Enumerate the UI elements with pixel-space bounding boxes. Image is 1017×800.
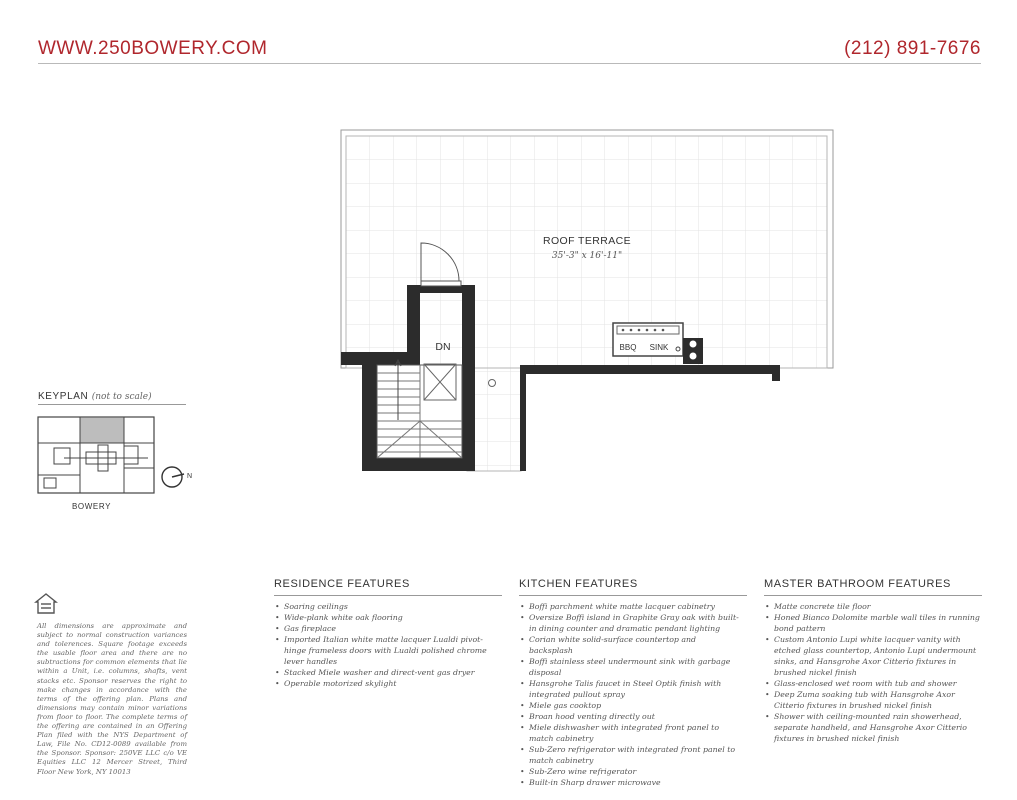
- feature-item: • Custom Antonio Lupi white lacquer vanity with etched glass countertop, Antonio Lupi undermount sinks, and Hansgrohe Axor Citterio fixtures in brushed nickel finish: [764, 634, 982, 678]
- compass-icon: [162, 467, 184, 487]
- keyplan-note: (not to scale): [91, 392, 152, 402]
- room-name: ROOF TERRACE: [542, 235, 632, 247]
- wall-east-end: [772, 365, 780, 381]
- sink-label: SINK: [649, 343, 669, 352]
- wall-bottom: [362, 458, 475, 471]
- residence-features-divider: [274, 595, 502, 596]
- keyplan-divider: [38, 404, 186, 405]
- keyplan-highlight: [80, 417, 124, 443]
- feature-item: • Matte concrete tile floor: [764, 601, 982, 612]
- residence-features-list: [274, 601, 504, 689]
- feature-item: • Deep Zuma soaking tub with Hansgrohe Axor Citterio fixtures in brushed nickel finish: [764, 689, 982, 711]
- stair-landing-tiles: [467, 368, 521, 471]
- feature-item: • Oversize Boffi island in Graphite Gray oak with built-in dining counter and dramatic pendant lighting: [519, 612, 741, 634]
- column-pipe-bottom: [690, 353, 697, 360]
- website-url: WWW.250BOWERY.COM: [38, 38, 268, 59]
- door-frame: [421, 281, 461, 286]
- legal-disclaimer: All dimensions are approximate and subject to normal construction variances and tolerences. Square footage exceeds the usable floor area and there are no subtractions for common elements that lie within a Unit, i.e. columns, shafts, vent stacks etc. Sponsor reserves the right to make changes in accordance with the terms of the offering plan. Plans and dimensions may contain minor variations from floor to floor. The complete terms of the offering are contained in an Offering Plan filed with the NYS Department of Law, File No. CD12-0089 available from the Sponsor. Sponsor: 250VE LLC c/o VE Equities LLC 12 Mercer Street, Third Floor New York, NY 10013: [37, 622, 187, 776]
- feature-item: • Stacked Miele washer and direct-vent gas dryer: [274, 667, 504, 678]
- feature-item: • Wide-plank white oak flooring: [274, 612, 504, 623]
- stair-down-label: DN: [435, 341, 451, 353]
- compass-north-label: N: [187, 473, 193, 480]
- feature-item: • Imported Italian white matte lacquer Lualdi pivot-hinge frameless doors with Lualdi polished chrome lever handles: [274, 634, 504, 667]
- kitchen-features-list: [519, 601, 741, 788]
- room-dimensions: 35'-3" x 16'-11": [551, 251, 623, 261]
- feature-item: • Glass-enclosed wet room with tub and shower: [764, 678, 982, 689]
- feature-item: • Miele gas cooktop: [519, 700, 741, 711]
- kitchen-features-divider: [519, 595, 747, 596]
- feature-item: • Corian white solid-surface countertop and backsplash: [519, 634, 741, 656]
- feature-item: • Boffi stainless steel undermount sink with garbage disposal: [519, 656, 741, 678]
- wall-left: [362, 352, 377, 471]
- feature-item: • Soaring ceilings: [274, 601, 504, 612]
- feature-item: • Boffi parchment white matte lacquer cabinetry: [519, 601, 741, 612]
- feature-item: • Honed Bianco Dolomite marble wall tiles in running bond pattern: [764, 612, 982, 634]
- feature-item: • Sub-Zero wine refrigerator: [519, 766, 741, 777]
- phone-number: (212) 891-7676: [844, 38, 981, 59]
- kitchen-features-title: KITCHEN FEATURES: [519, 578, 638, 590]
- feature-item: • Broan hood venting directly out: [519, 711, 741, 722]
- keyplan-title: [38, 391, 152, 402]
- wall-east-ledge: [520, 365, 780, 374]
- keyplan-street-label: BOWERY: [72, 502, 112, 511]
- feature-item: • Gas fireplace: [274, 623, 504, 634]
- master-bath-features-divider: [764, 595, 982, 596]
- feature-item: • Shower with ceiling-mounted rain showerhead, separate handheld, and Hansgrohe Axor Citterio fixtures in brushed nickel finish: [764, 711, 982, 744]
- equal-housing-icon: [36, 594, 56, 613]
- wall-right: [462, 287, 475, 471]
- feature-item: • Sub-Zero refrigerator with integrated front panel to match cabinetry: [519, 744, 741, 766]
- residence-features-title: RESIDENCE FEATURES: [274, 578, 410, 590]
- keyplan-title-text: KEYPLAN: [38, 391, 89, 402]
- feature-item: • Miele dishwasher with integrated front panel to match cabinetry: [519, 722, 741, 744]
- feature-item: • Hansgrohe Talis faucet in Steel Optik finish with integrated pullout spray: [519, 678, 741, 700]
- bbq-label: BBQ: [619, 343, 637, 352]
- feature-item: • Operable motorized skylight: [274, 678, 504, 689]
- master-bath-features-list: [764, 601, 982, 744]
- keyplan-drawing: [38, 417, 154, 493]
- wall-east-post: [520, 365, 526, 471]
- master-bath-features-title: MASTER BATHROOM FEATURES: [764, 578, 951, 590]
- feature-item: • Built-in Sharp drawer microwave: [519, 777, 741, 788]
- column-pipe-top: [690, 341, 697, 348]
